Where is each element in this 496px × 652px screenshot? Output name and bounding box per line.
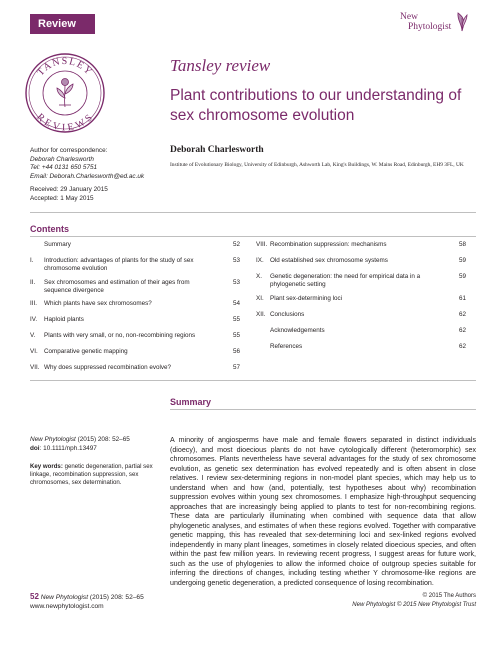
seal-flower-icon (57, 79, 73, 108)
toc-entry-number: I. (30, 257, 34, 264)
seal-text-bottom: REVIEWS (34, 111, 96, 134)
divider (170, 409, 476, 410)
toc-entry-title: Why does suppressed recombination evolve? (44, 364, 172, 371)
toc-entry-page: 54 (232, 300, 240, 307)
footer-right (300, 592, 476, 610)
divider (30, 380, 476, 381)
article-title: Plant contributions to our understanding of sex chromosome evolution (170, 87, 462, 124)
toc-entry-page: 57 (232, 364, 240, 371)
keywords-block (30, 463, 158, 487)
seal-text-top: TANSLEY (35, 55, 95, 79)
leaf-icon (454, 10, 470, 32)
toc-entry-page: 62 (458, 311, 466, 318)
toc-entry-page: 53 (232, 279, 240, 286)
footer-journal: New Phytologist (40, 594, 89, 601)
toc-entry-number: XII. (256, 311, 266, 318)
series-title: Tansley review (170, 56, 271, 75)
toc-entry-number: VI. (30, 348, 38, 355)
author-affiliation: Institute of Evolutionary Biology, University of Edinburgh, Ashworth Lab, King's Buildings, W. Mains Road, Edinburgh, EH9 3FL, UK (170, 162, 464, 168)
divider (30, 212, 476, 213)
footer-left (30, 592, 144, 611)
toc-entry-title: Sex chromosomes and estimation of their ages from sequence divergence (44, 279, 190, 294)
toc-entry-title: Plants with very small, or no, non-recombining regions (44, 332, 196, 339)
toc-entry-title: Summary (44, 241, 71, 248)
summary-heading: Summary (170, 397, 212, 407)
toc-entry-number: V. (30, 332, 36, 339)
tansley-reviews-seal (24, 52, 106, 134)
toc-entry-title: Comparative genetic mapping (44, 348, 128, 355)
journal-logo (398, 12, 451, 32)
toc-entry-page: 55 (232, 332, 240, 339)
citation-doi-label: doi (30, 444, 40, 452)
keywords-label: Key words: (30, 463, 63, 470)
toc-entry-number: IX. (256, 257, 264, 264)
toc-entry-title: Acknowledgements (270, 327, 325, 334)
section-tab: Review (30, 14, 95, 34)
journal-logo-line2: Phytologist (408, 22, 452, 32)
toc-entry-number: XI. (256, 295, 264, 302)
toc-left-column (30, 241, 240, 371)
footer-copyright-1: © 2015 The Authors (422, 593, 476, 599)
journal-logo-line1: New (400, 12, 418, 22)
toc-entry-number: X. (256, 273, 262, 280)
toc-entry-title: Conclusions (270, 311, 305, 318)
correspondence-email: Email: Deborah.Charlesworth@ed.ac.uk (30, 172, 145, 180)
correspondence-name: Deborah Charlesworth (30, 155, 94, 163)
toc-entry-title: References (270, 343, 303, 350)
citation-block (30, 436, 158, 453)
received-date: Received: 29 January 2015 (30, 186, 108, 194)
toc-entry-title: Plant sex-determining loci (270, 295, 343, 302)
footer-copyright-2: New Phytologist © 2015 New Phytologist Trust (352, 602, 476, 608)
toc-entry-number: IV. (30, 316, 38, 323)
toc-entry-number: VII. (30, 364, 40, 371)
footer-url[interactable]: www.newphytologist.com (30, 603, 104, 610)
accepted-date: Accepted: 1 May 2015 (30, 194, 94, 202)
toc-entry-page: 59 (458, 273, 466, 280)
citation-year-vol: (2015) 208: 52–65 (77, 436, 130, 443)
toc-entry-title: Haploid plants (44, 316, 84, 323)
toc-entry-title: Recombination suppression: mechanisms (270, 241, 387, 248)
summary-text: A minority of angiosperms have male and female flowers separated in distinct individuals (dioecy), and most dioecious plants do not have cytologically different (heteromorphic) sex chromosomes. Plants nevertheless have several advantages for the study of sex chromosome evolution, as genetic sex determination has evolved repeatedly and is often absent in close relatives. I review sex-determining regions in non-model plant species, which may help us to understand when and how (and, potentially, test hypotheses about why) recombination suppression evolves within young sex chromosomes. I emphasize high-throughput sequencing approaches that are increasingly being applied to plants to test for non-recombining regions. These data are particularly illuminating when combined with sequence data that allow phylogenetic analyses, and estimates of when these regions evolved. Together with comparative genetic mapping, this has revealed that sex-determining loci and sex-linked regions evolved independently in many plant lineages, sometimes in closely related dioecious species, and often within the past few million years. In reviewing recent progress, I suggest areas for future work, such as the use of phylogenies to allow the informed choice of outgroup species suitable for inferring the directions of changes, including testing whether Y chromosome-like regions are undergoing genetic degeneration, a predicted consequence of losing recombination. (170, 436, 476, 587)
toc-entry-page: 56 (232, 348, 240, 355)
divider (30, 236, 476, 237)
toc-right-column (256, 241, 466, 371)
toc-entry-number: III. (30, 300, 37, 307)
toc-entry-page: 61 (458, 295, 466, 302)
contents-heading: Contents (30, 224, 69, 234)
toc-entry-page: 53 (232, 257, 240, 264)
footer-year-vol: (2015) 208: 52–65 (89, 594, 144, 601)
correspondence-heading: Author for correspondence: (30, 147, 108, 154)
toc-entry-page: 62 (458, 343, 466, 350)
toc-entry-title: Old established sex chromosome systems (270, 257, 388, 264)
keywords-text: genetic degeneration, partial sex linkage, recombination suppression, sex chromosomes, sex determination. (30, 463, 153, 486)
citation-doi[interactable]: : 10.1111/nph.13497 (39, 444, 97, 452)
toc-entry-page: 62 (458, 327, 466, 334)
toc-entry-number: II. (30, 279, 36, 286)
toc-entry-title: Genetic degeneration: the need for empirical data in a phylogenetic setting (270, 273, 421, 288)
toc-entry-page: 52 (232, 241, 240, 248)
author-name: Deborah Charlesworth (170, 145, 264, 155)
toc-entry-title: Introduction: advantages of plants for the study of sex chromosome evolution (44, 257, 194, 272)
toc-entry-page: 58 (458, 241, 466, 248)
toc-entry-number: VIII. (256, 241, 268, 248)
toc-entry-page: 55 (232, 316, 240, 323)
toc-entry-title: Which plants have sex chromosomes? (44, 300, 152, 307)
correspondence-tel: Tel: +44 0131 650 5751 (30, 164, 98, 172)
citation-journal: New Phytologist (30, 436, 76, 443)
correspondence-block (30, 147, 165, 204)
footer-page-number: 52 (30, 592, 39, 601)
toc-entry-page: 59 (458, 257, 466, 264)
